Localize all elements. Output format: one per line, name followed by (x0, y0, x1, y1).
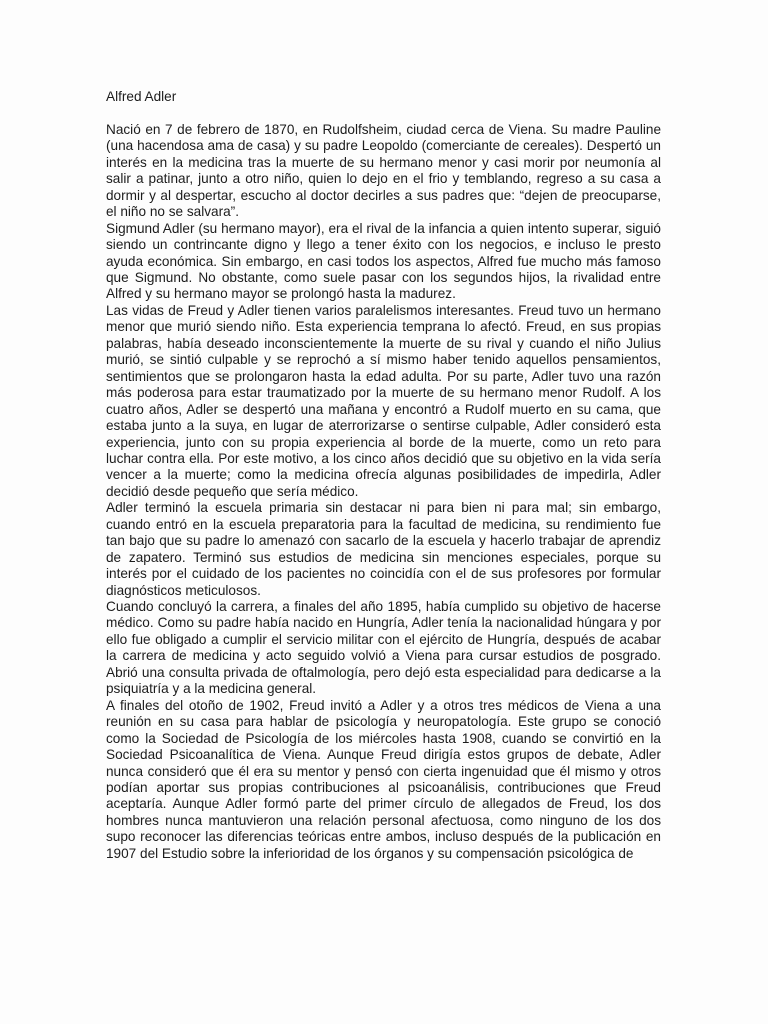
paragraph-career: Cuando concluyó la carrera, a finales del año 1895, había cumplido su objetivo de hacerse médico. Como su padre había nacido en Hungría, Adler tenía la nacionalidad húngara y por ello fue obligado a cumplir el servicio militar con el ejército de Hungría, después de acabar la carrera de medicina y acto seguido volvió a Viena para cursar estudios de posgrado. Abrió una consulta privada de oftalmología, pero dejó esta especialidad para dedicarse a la psiquiatría y a la medicina general. (106, 599, 661, 697)
document-body (106, 89, 661, 862)
paragraph-sigmund: Sigmund Adler (su hermano mayor), era el rival de la infancia a quien intento superar, siguió siendo un contrincante digno y llego a tener éxito con los negocios, e incluso le presto ayuda económica. Sin embargo, en casi todos los aspectos, Alfred fue mucho más famoso que Sigmund. No obstante, como suele pasar con los segundos hijos, la rivalidad entre Alfred y su hermano mayor se prolongó hasta la madurez. (106, 220, 661, 302)
paragraph-freud-parallels: Las vidas de Freud y Adler tienen varios paralelismos interesantes. Freud tuvo un hermano menor que murió siendo niño. Esta experiencia temprana lo afectó. Freud, en sus propias palabras, había deseado inconscientemente la muerte de su rival y cuando el niño Julius murió, se sintió culpable y se reprochó a sí mismo haber tenido aquellos pensamientos, sentimientos que se prolongaron hasta la edad adulta. Por su parte, Adler tuvo una razón más poderosa para estar traumatizado por la muerte de su hermano menor Rudolf. A los cuatro años, Adler se despertó una mañana y encontró a Rudolf muerto en su cama, que estaba junto a la suya, en lugar de aterrorizarse o sentirse culpable, Adler consideró esta experiencia, junto con su propia experiencia al borde de la muerte, como un reto para luchar contra ella. Por este motivo, a los cinco años decidió que su objetivo en la vida sería vencer a la muerte; como la medicina ofrecía algunas posibilidades de impedirla, Adler decidió desde pequeño que sería médico. (106, 302, 661, 499)
document-title: Alfred Adler (106, 89, 177, 104)
paragraph-society: A finales del otoño de 1902, Freud invitó a Adler y a otros tres médicos de Viena a una reunión en su casa para hablar de psicología y neuropatología. Este grupo se conoció como la Sociedad de Psicología de los miércoles hasta 1908, cuando se convirtió en la Sociedad Psicoanalítica de Viena. Aunque Freud dirigía estos grupos de debate, Adler nunca consideró que él era su mentor y pensó con cierta ingenuidad que él mismo y otros podían aportar sus propias contribuciones al psicoanálisis, contribuciones que Freud aceptaría. Aunque Adler formó parte del primer círculo de allegados de Freud, los dos hombres nunca mantuvieron una relación personal afectuosa, como ninguno de los dos supo reconocer las diferencias teóricas entre ambos, incluso después de la publicación en 1907 del Estudio sobre la inferioridad de los órganos y su compensación psicológica de (106, 697, 661, 861)
paragraph-birth: Nació en 7 de febrero de 1870, en Rudolfsheim, ciudad cerca de Viena. Su madre Pauline (una hacendosa ama de casa) y su padre Leopoldo (comerciante de cereales). Despertó un interés en la medicina tras la muerte de su hermano menor y casi morir por neumonía al salir a patinar, junto a otro niño, quien lo dejo en el frio y temblando, regreso a su casa a dormir y al despertar, escucho al doctor decirles a sus padres que: “dejen de preocuparse, el niño no se salvara”. (106, 121, 661, 220)
paragraph-schooling: Adler terminó la escuela primaria sin destacar ni para bien ni para mal; sin embargo, cuando entró en la escuela preparatoria para la facultad de medicina, su rendimiento fue tan bajo que su padre lo amenazó con sacarlo de la escuela y hacerlo trabajar de aprendiz de zapatero. Terminó sus estudios de medicina sin menciones especiales, porque su interés por el cuidado de los pacientes no coincidía con el de sus profesores por formular diagnósticos meticulosos. (106, 500, 661, 598)
